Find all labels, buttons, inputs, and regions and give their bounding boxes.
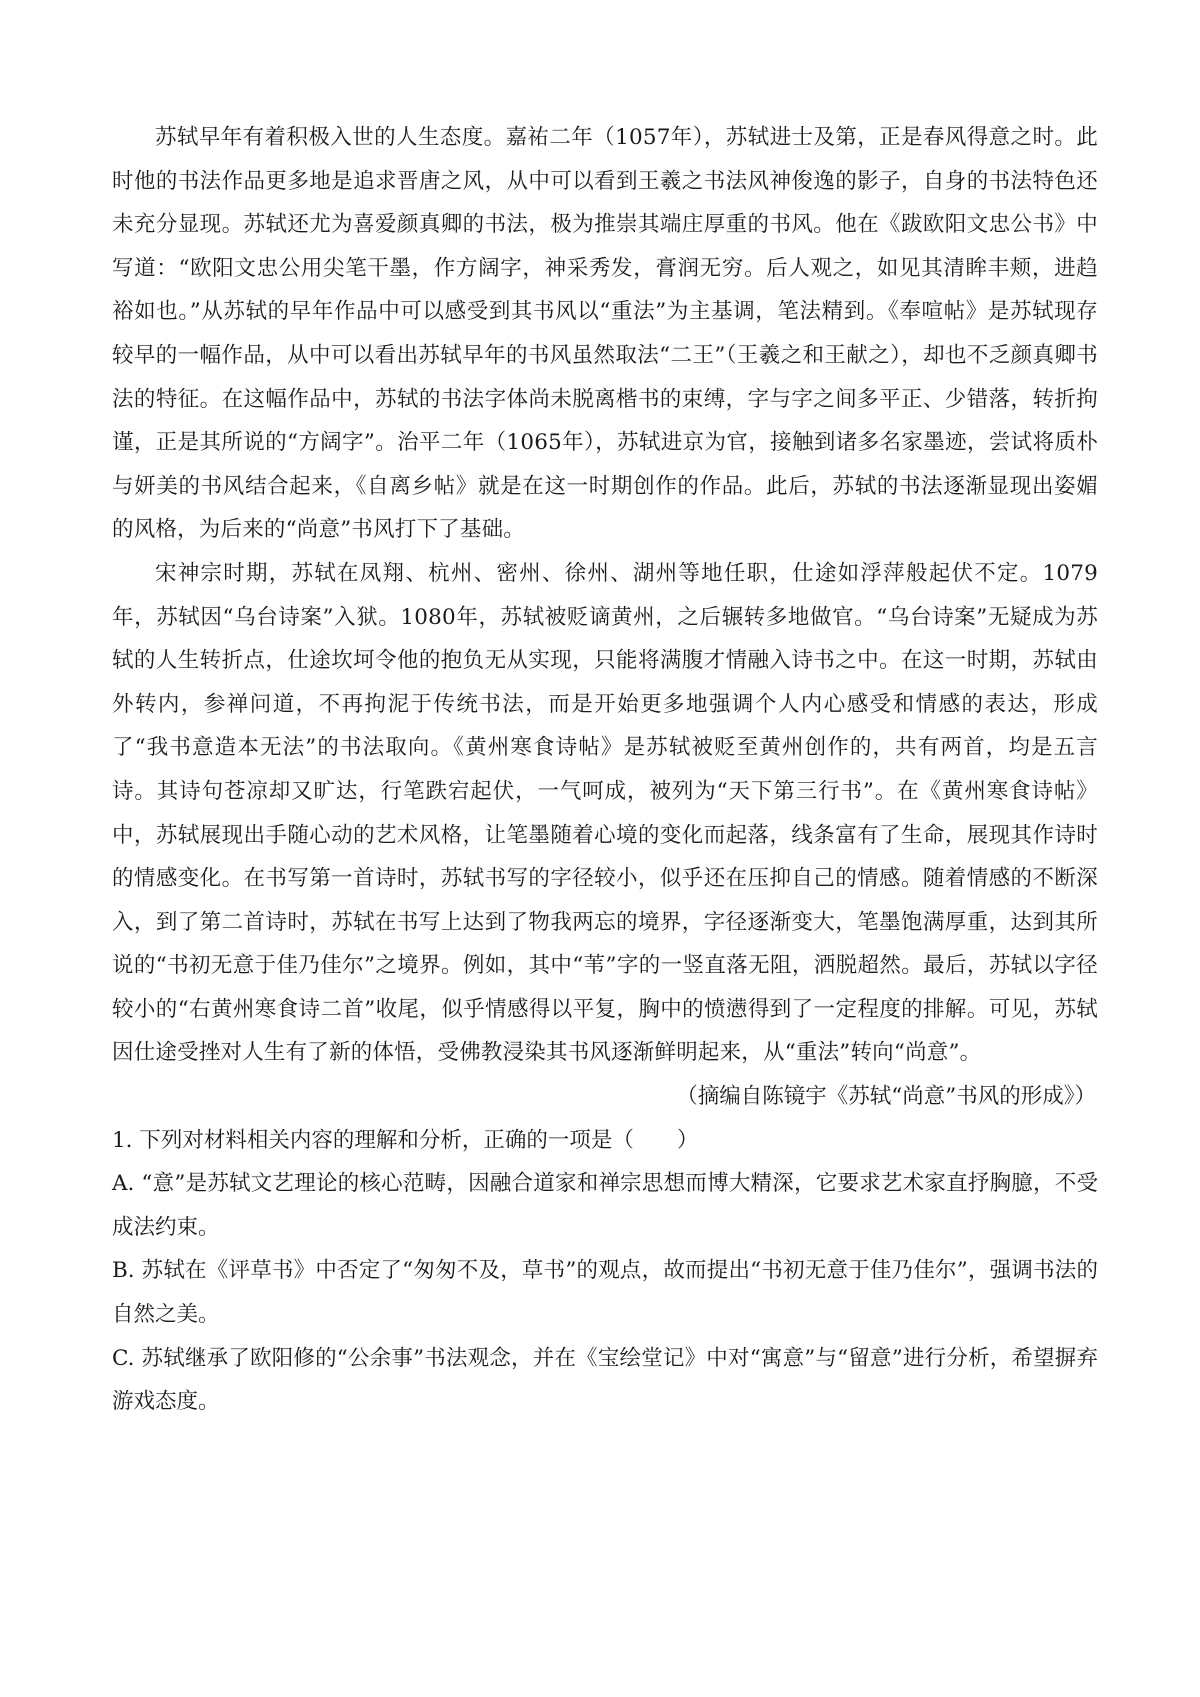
question-stem: 1. 下列对材料相关内容的理解和分析，正确的一项是（ ） — [112, 1127, 699, 1153]
passage-paragraph-1: 苏轼早年有着积极入世的人生态度。嘉祐二年（1057年），苏轼进士及第，正是春风得意之时。此时他的书法作品更多地是追求晋唐之风，从中可以看到王羲之书法风神俊逸的影子，自身的书法特色还未充分显现。苏轼还尤为喜爱颜真卿的书法，极为推崇其端庄厚重的书风。他在《跋欧阳文忠公书》中写道：“欧阳文忠公用尖笔干墨，作方阔字，神采秀发，膏润无穷。后人观之，如见其清眸丰颊，进趋裕如也。”从苏轼的早年作品中可以感受到其书风以“重法”为主基调，笔法精到。《奉喧帖》是苏轼现存较早的一幅作品，从中可以看出苏轼早年的书风虽然取法“二王”（王羲之和王献之），却也不乏颜真卿书法的特征。在这幅作品中，苏轼的书法字体尚未脱离楷书的束缚，字与字之间多平正、少错落，转折拘谨，正是其所说的“方阔字”。治平二年（1065年），苏轼进京为官，接触到诸多名家墨迹，尝试将质朴与妍美的书风结合起来，《自离乡帖》就是在这一时期创作的作品。此后，苏轼的书法逐渐显现出姿媚的风格，为后来的“尚意”书风打下了基础。 — [112, 125, 1098, 543]
passage-source: （摘编自陈镜宇《苏轼“尚意”书风的形成》） — [676, 1084, 1096, 1110]
option-b: B. 苏轼在《评草书》中否定了“匆匆不及，草书”的观点，故而提出“书初无意于佳乃佳尔”，强调书法的自然之美。 — [112, 1258, 1098, 1328]
document-content — [112, 116, 1098, 1424]
option-c: C. 苏轼继承了欧阳修的“公余事”书法观念，并在《宝绘堂记》中对“寓意”与“留意”进行分析，希望摒弃游戏态度。 — [112, 1345, 1098, 1415]
option-a: A. “意”是苏轼文艺理论的核心范畴，因融合道家和禅宗思想而博大精深，它要求艺术家直抒胸臆，不受成法约束。 — [112, 1171, 1098, 1240]
passage-paragraph-2: 宋神宗时期，苏轼在凤翔、杭州、密州、徐州、湖州等地任职，仕途如浮萍般起伏不定。1079年，苏轼因“乌台诗案”入狱。1080年，苏轼被贬谪黄州，之后辗转多地做官。“乌台诗案”无疑成为苏轼的人生转折点，仕途坎坷令他的抱负无从实现，只能将满腹才情融入诗书之中。在这一时期，苏轼由外转内，参禅问道，不再拘泥于传统书法，而是开始更多地强调个人内心感受和情感的表达，形成了“我书意造本无法”的书法取向。《黄州寒食诗帖》是苏轼被贬至黄州创作的，共有两首，均是五言诗。其诗句苍凉却又旷达，行笔跌宕起伏，一气呵成，被列为“天下第三行书”。在《黄州寒食诗帖》中，苏轼展现出手随心动的艺术风格，让笔墨随着心境的变化而起落，线条富有了生命，展现其作诗时的情感变化。在书写第一首诗时，苏轼书写的字径较小，似乎还在压抑自己的情感。随着情感的不断深入，到了第二首诗时，苏轼在书写上达到了物我两忘的境界，字径逐渐变大，笔墨饱满厚重，达到其所说的“书初无意于佳乃佳尔”之境界。例如，其中“苇”字的一竖直落无阻，洒脱超然。最后，苏轼以字径较小的“右黄州寒食诗二首”收尾，似乎情感得以平复，胸中的愤懑得到了一定程度的排解。可见，苏轼因仕途受挫对人生有了新的体悟，受佛教浸染其书风逐渐鲜明起来，从“重法”转向“尚意”。 — [112, 560, 1098, 1066]
